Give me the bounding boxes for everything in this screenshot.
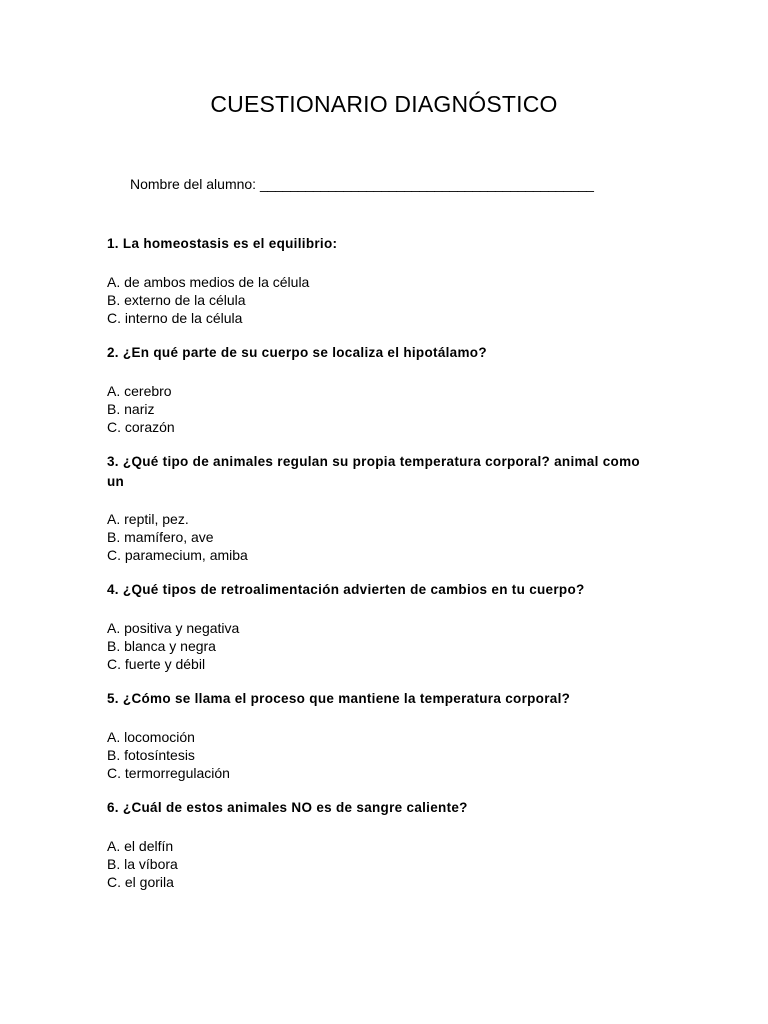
student-name-blank: ____________________________________________ — [259, 176, 594, 192]
option-3c: C. paramecium, amiba — [107, 547, 248, 563]
option-1b: B. externo de la célula — [107, 292, 246, 308]
options-6 — [107, 837, 178, 891]
option-5b: B. fotosíntesis — [107, 747, 195, 763]
question-1: 1. La homeostasis es el equilibrio: — [107, 236, 338, 251]
option-4c: C. fuerte y débil — [107, 656, 206, 672]
option-6c: C. el gorila — [107, 874, 174, 890]
options-2 — [107, 382, 175, 436]
question-3: 3. ¿Qué tipo de animales regulan su propia temperatura corporal? animal como un — [107, 454, 640, 489]
option-5a: A. locomoción — [107, 729, 195, 745]
student-name-label: Nombre del alumno: — [130, 176, 257, 192]
option-1a: A. de ambos medios de la célula — [107, 274, 310, 290]
option-4a: A. positiva y negativa — [107, 620, 240, 636]
option-3b: B. mamífero, ave — [107, 529, 214, 545]
option-4b: B. blanca y negra — [107, 638, 216, 654]
question-5: 5. ¿Cómo se llama el proceso que mantiene la temperatura corporal? — [107, 691, 571, 706]
page-title: CUESTIONARIO DIAGNÓSTICO — [210, 91, 558, 117]
options-5 — [107, 728, 230, 782]
question-4: 4. ¿Qué tipos de retroalimentación advierten de cambios en tu cuerpo? — [107, 582, 585, 597]
option-2b: B. nariz — [107, 401, 155, 417]
option-2c: C. corazón — [107, 419, 175, 435]
student-name-row — [130, 176, 594, 192]
question-6: 6. ¿Cuál de estos animales NO es de sangre caliente? — [107, 800, 468, 815]
option-6a: A. el delfín — [107, 838, 174, 854]
options-3 — [107, 510, 248, 564]
option-5c: C. termorregulación — [107, 765, 230, 781]
question-2: 2. ¿En qué parte de su cuerpo se localiza el hipotálamo? — [107, 345, 487, 360]
option-6b: B. la víbora — [107, 856, 178, 872]
option-2a: A. cerebro — [107, 383, 172, 399]
options-1 — [107, 273, 309, 327]
option-3a: A. reptil, pez. — [107, 511, 189, 527]
option-1c: C. interno de la célula — [107, 310, 243, 326]
options-4 — [107, 619, 239, 673]
